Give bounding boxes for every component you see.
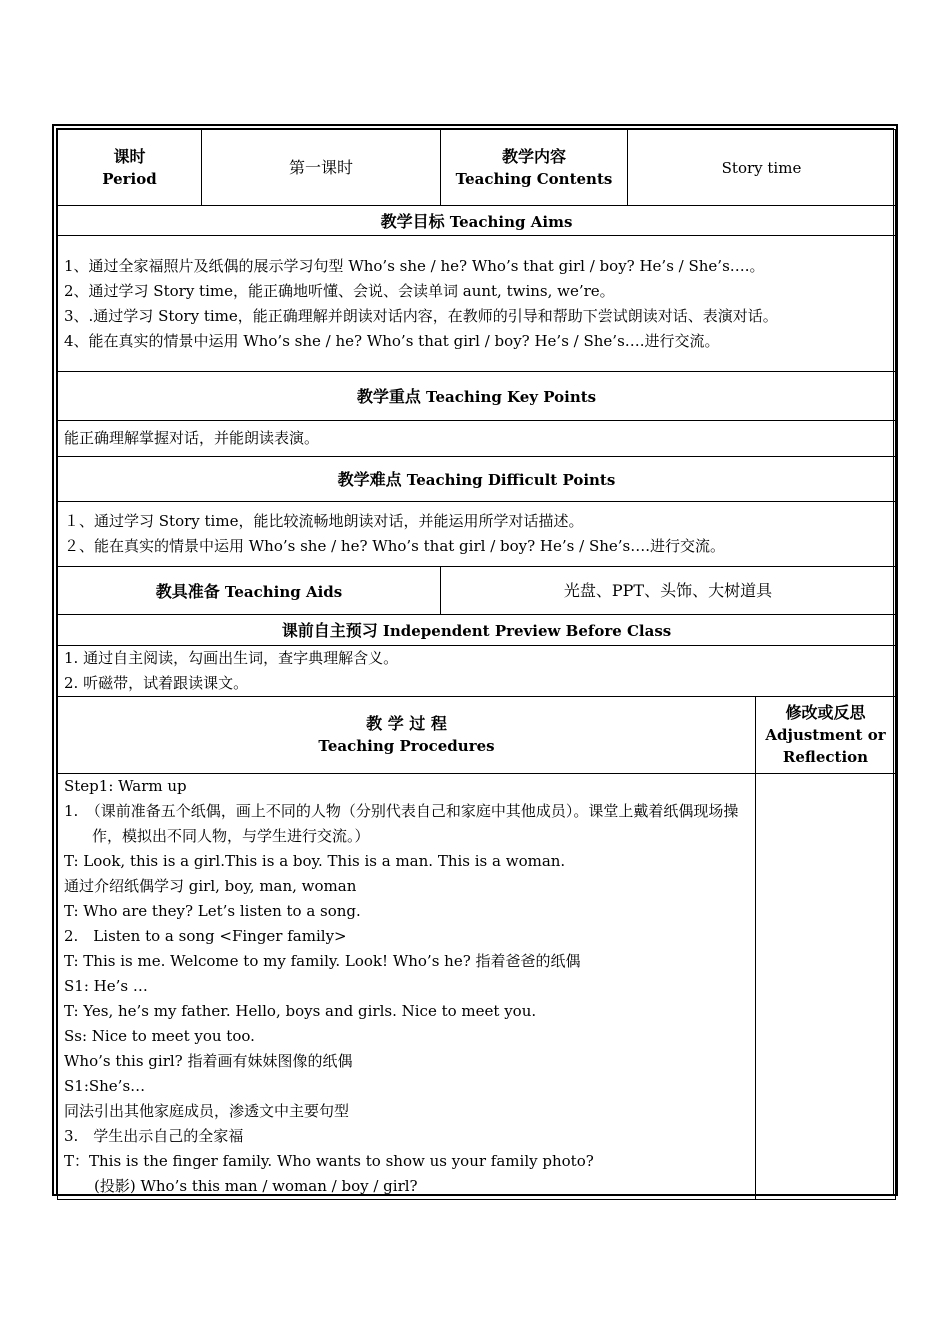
difficult-title-en: Teaching Difficult Points (406, 471, 616, 489)
procedures-body-row (58, 774, 896, 1200)
reflection-title-en-1: Adjustment or (765, 726, 886, 744)
reflection-title-cn: 修改或反思 (785, 703, 866, 722)
difficult-title-row (58, 457, 896, 502)
difficult-item: ２、能在真实的情景中运用 Who’s she / he? Who’s that girl / boy? He’s / She’s….进行交流。 (64, 537, 725, 555)
procedures-title-cell (58, 697, 756, 774)
procedure-line: T: This is me. Welcome to my family. Look! Who’s he? 指着爸爸的纸偶 (64, 952, 581, 970)
procedure-line: 通过介绍纸偶学习 girl, boy, man, woman (64, 877, 357, 895)
procedure-line: S1:She’s… (64, 1077, 146, 1095)
key-points-body-row (58, 421, 896, 457)
procedure-line: T: Look, this is a girl.This is a boy. This is a man. This is a woman. (64, 852, 566, 870)
preview-title (58, 615, 896, 646)
aids-title-en: Teaching Aids (224, 582, 343, 601)
key-points-title-en: Teaching Key Points (426, 388, 597, 406)
contents-label-cell (441, 130, 628, 206)
key-points-title-cn: 教学重点 (356, 387, 421, 406)
procedure-line: T: Yes, he’s my father. Hello, boys and girls. Nice to meet you. (64, 1002, 537, 1020)
difficult-title-cn: 教学难点 (337, 470, 402, 489)
aim-item: 2、通过学习 Story time，能正确地听懂、会说、会读单词 aunt, twins, we’re。 (64, 281, 615, 300)
preview-title-en: Independent Preview Before Class (382, 622, 672, 640)
key-points-title (58, 372, 896, 421)
difficult-points-title (58, 457, 896, 502)
key-points-text: 能正确理解掌握对话，并能朗读表演。 (58, 421, 896, 457)
preview-title-cn: 课前自主预习 (281, 621, 378, 640)
aims-title-cn: 教学目标 (380, 211, 445, 231)
period-label-en: Period (102, 169, 157, 188)
procedures-title-cn: 教 学 过 程 (366, 714, 447, 733)
preview-item: 2. 听磁带，试着跟读课文。 (64, 674, 249, 692)
preview-list (58, 646, 896, 697)
aids-title-cn: 教具准备 (155, 581, 220, 601)
aims-body-row (58, 236, 896, 372)
lesson-plan-table (57, 129, 896, 1200)
period-label-cn: 课时 (113, 146, 146, 166)
reflection-content (756, 774, 896, 1200)
procedures-title-en: Teaching Procedures (318, 737, 495, 755)
aids-label (58, 567, 441, 615)
aims-list (58, 236, 896, 372)
aim-item: 1、通过全家福照片及纸偶的展示学习句型 Who’s she / he? Who’s that girl / boy? He’s / She’s….。 (64, 256, 765, 275)
aids-value: 光盘、PPT、头饰、大树道具 (441, 567, 896, 615)
procedure-line: 2. Listen to a song <Finger family> (64, 927, 347, 945)
aims-title (58, 206, 896, 236)
difficult-body-row (58, 502, 896, 567)
procedures-content (58, 774, 756, 1200)
procedure-line: 1. （课前准备五个纸偶，画上不同的人物（分别代表自己和家庭中其他成员）。课堂上戴着纸偶现场操作，模拟出不同人物，与学生进行交流。） (64, 802, 739, 845)
reflection-title-en-2: Reflection (782, 748, 869, 766)
procedure-line: T: Who are they? Let’s listen to a song. (64, 902, 361, 920)
aims-title-row (58, 206, 896, 236)
aids-row (58, 567, 896, 615)
procedure-line: S1: He’s … (64, 977, 148, 995)
preview-item: 1. 通过自主阅读，勾画出生词，查字典理解含义。 (64, 649, 399, 667)
aims-title-en: Teaching Aims (449, 212, 573, 231)
procedure-line: Ss: Nice to meet you too. (64, 1027, 255, 1045)
difficult-points-list (58, 502, 896, 567)
header-row (58, 130, 896, 206)
procedure-line: (投影) Who’s this man / woman / boy / girl? (64, 1177, 418, 1195)
contents-label-en: Teaching Contents (455, 169, 613, 188)
procedure-line: Who’s this girl? 指着画有妹妹图像的纸偶 (64, 1052, 353, 1070)
contents-label-cn: 教学内容 (501, 146, 566, 166)
key-points-title-row (58, 372, 896, 421)
period-value: 第一课时 (202, 130, 441, 206)
lesson-plan-frame (52, 124, 898, 1196)
aim-item: 4、能在真实的情景中运用 Who’s she / he? Who’s that girl / boy? He’s / She’s….进行交流。 (64, 331, 720, 350)
aim-item: 3、.通过学习 Story time，能正确理解并朗读对话内容，在教师的引导和帮助下尝试朗读对话、表演对话。 (64, 306, 778, 325)
procedure-line: Step1: Warm up (64, 777, 187, 795)
difficult-item: １、通过学习 Story time，能比较流畅地朗读对话，并能运用所学对话描述。 (64, 512, 584, 530)
reflection-title-cell (756, 697, 896, 774)
procedure-line: 同法引出其他家庭成员，渗透文中主要句型 (64, 1102, 350, 1120)
procedure-line: T：This is the finger family. Who wants to show us your family photo? (64, 1152, 594, 1170)
procedure-line: 3. 学生出示自己的全家福 (64, 1127, 244, 1145)
preview-body-row (58, 646, 896, 697)
contents-value: Story time (628, 130, 896, 206)
procedures-header-row (58, 697, 896, 774)
period-label-cell (58, 130, 202, 206)
preview-title-row (58, 615, 896, 646)
